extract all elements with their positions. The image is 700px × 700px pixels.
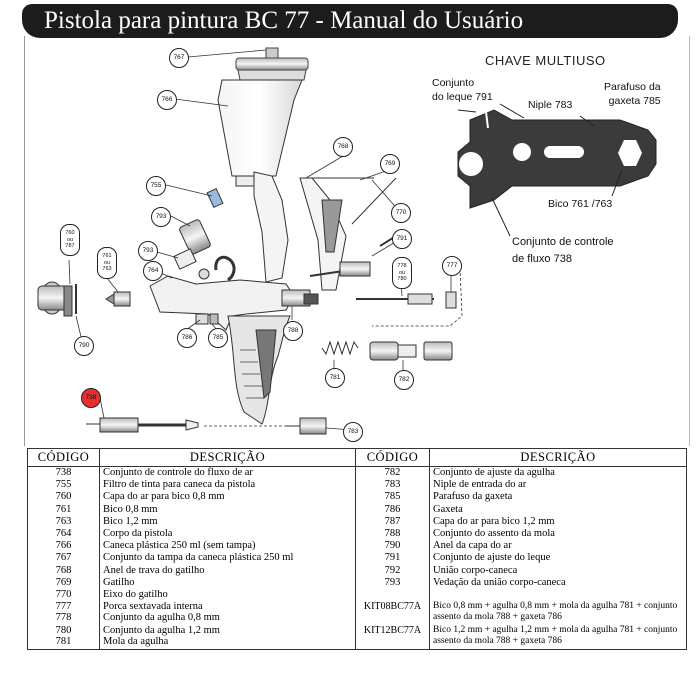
table-row [28, 625, 687, 650]
part-description: Conjunto de ajuste da agulha [430, 467, 687, 480]
part-code: 785 [356, 491, 430, 503]
part-code: 764 [28, 528, 100, 540]
part-code: 738 [28, 467, 100, 480]
part-code: 788 [356, 528, 430, 540]
part-code-line: 780 [55, 625, 72, 637]
column-header-code: CÓDIGO [28, 449, 100, 467]
part-code: 783 [356, 479, 430, 491]
part-code: 760 [28, 491, 100, 503]
part-code: 766 [28, 540, 100, 552]
part-description: Vedação da união corpo-caneca [430, 577, 687, 589]
part-code [28, 601, 100, 625]
callout-738: 738 [81, 388, 101, 408]
callout-760: 760 ou 787 [60, 224, 80, 256]
part-description: Caneca plástica 250 ml (sem tampa) [100, 540, 356, 552]
part-code: 790 [356, 540, 430, 552]
callout-781: 781 [325, 368, 345, 388]
part-description: Anel de trava do gatilho [100, 565, 356, 577]
part-description: Conjunto do assento da mola [430, 528, 687, 540]
table-row [28, 540, 687, 552]
callout-785: 785 [208, 328, 228, 348]
table-header-row [28, 449, 687, 467]
table-row [28, 528, 687, 540]
part-code: 769 [28, 577, 100, 589]
tool-label-leque: Conjunto do leque 791 [432, 77, 493, 103]
callout-768: 768 [333, 137, 353, 157]
part-code-line: 781 [55, 636, 72, 648]
tool-label-bico: Bico 761 /763 [548, 198, 613, 210]
part-code-line: 778 [55, 612, 72, 624]
tool-label-niple: Niple 783 [528, 99, 573, 111]
cup-union-792-793 [174, 219, 211, 269]
part-description: Capa do ar para bico 0,8 mm [100, 491, 356, 503]
part-description: Eixo do gatilho [100, 589, 356, 601]
part-code: 763 [28, 516, 100, 528]
spring-seat-788 [282, 290, 318, 306]
parts-table [27, 448, 687, 650]
table-row [28, 504, 687, 516]
part-description-line: Porca sextavada interna [103, 601, 203, 613]
callout-793b: 793 [138, 241, 158, 261]
column-header-code: CÓDIGO [356, 449, 430, 467]
table-row [28, 601, 687, 625]
part-description: Parafuso da gaxeta [430, 491, 687, 503]
table-row [28, 467, 687, 480]
table-row [28, 589, 687, 601]
part-description: União corpo-caneca [430, 565, 687, 577]
part-description: Conjunto de controle do fluxo de ar [100, 467, 356, 480]
part-description: Corpo da pistola [100, 528, 356, 540]
tool-label-controle: Conjunto de controle de fluxo 738 [512, 236, 614, 265]
part-code: 761 [28, 504, 100, 516]
part-code: 768 [28, 565, 100, 577]
tool-title: CHAVE MULTIUSO [485, 53, 606, 68]
parts-table-body [28, 467, 687, 650]
part-description: Bico 0,8 mm [100, 504, 356, 516]
callout-791: 791 [392, 229, 412, 249]
front-parts-790-760-761 [38, 282, 130, 316]
callout-782: 782 [394, 370, 414, 390]
table-row [28, 516, 687, 528]
kit-code: KIT12BC77A [356, 625, 430, 650]
callout-786: 786 [177, 328, 197, 348]
part-code [28, 625, 100, 650]
part-description: Conjunto da tampa da caneca plástica 250 ml [100, 552, 356, 564]
fan-adjust-791 [352, 178, 396, 246]
part-description: Gatilho [100, 577, 356, 589]
part-description-line: Conjunto da agulha 1,2 mm [103, 625, 220, 637]
callout-769: 769 [380, 154, 400, 174]
tool-label-parafuso: Parafuso da gaxeta 785 [604, 81, 661, 107]
part-description-line: Conjunto da agulha 0,8 mm [103, 612, 220, 624]
part-code: 792 [356, 565, 430, 577]
part-code: 767 [28, 552, 100, 564]
column-header-description: DESCRIÇÃO [430, 449, 687, 467]
part-code: 755 [28, 479, 100, 491]
kit-description: Bico 1,2 mm + agulha 1,2 mm + mola da agulha 781 + conjunto assento da mola 788 + gaxeta 786 [430, 625, 687, 650]
part-description: Gaxeta [430, 504, 687, 516]
part-code: 782 [356, 467, 430, 480]
spring-781-adjust-782 [322, 342, 452, 360]
callout-783: 783 [343, 422, 363, 442]
callout-777: 777 [442, 256, 462, 276]
part-description: Anel da capa do ar [430, 540, 687, 552]
table-row [28, 479, 687, 491]
callout-778: 778 ou 780 [392, 257, 412, 289]
air-nipple-783 [286, 418, 326, 434]
part-description [100, 625, 356, 650]
table-row [28, 552, 687, 564]
multi-tool [458, 104, 656, 236]
callout-793: 793 [151, 207, 171, 227]
table-row [28, 577, 687, 589]
part-code: 787 [356, 516, 430, 528]
part-description [430, 589, 687, 601]
table-row [28, 565, 687, 577]
kit-code: KIT08BC77A [356, 601, 430, 625]
paint-cup-766 [218, 80, 302, 186]
part-code: 770 [28, 589, 100, 601]
part-description: Capa do ar para bico 1,2 mm [430, 516, 687, 528]
callout-761: 761 ou 763 [97, 247, 117, 279]
column-header-description: DESCRIÇÃO [100, 449, 356, 467]
callout-770: 770 [391, 203, 411, 223]
part-code-line: 777 [55, 601, 72, 613]
part-code: 791 [356, 552, 430, 564]
kit-description: Bico 0,8 mm + agulha 0,8 mm + mola da agulha 781 + conjunto assento da mola 788 + gaxeta 786 [430, 601, 687, 625]
callout-766: 766 [157, 90, 177, 110]
callout-764: 764 [143, 261, 163, 281]
table-row [28, 491, 687, 503]
part-description [100, 601, 356, 625]
part-code: 786 [356, 504, 430, 516]
callout-790: 790 [74, 336, 94, 356]
cup-lid-767 [236, 48, 308, 80]
part-description: Bico 1,2 mm [100, 516, 356, 528]
air-control-738 [86, 418, 198, 432]
callout-788: 788 [283, 321, 303, 341]
callout-767: 767 [169, 48, 189, 68]
part-description-line: Mola da agulha [103, 636, 169, 648]
part-code: 793 [356, 577, 430, 589]
part-description: Conjunto de ajuste do leque [430, 552, 687, 564]
part-code [356, 589, 430, 601]
callout-755: 755 [146, 176, 166, 196]
page-title: Pistola para pintura BC 77 - Manual do Usuário [22, 4, 678, 38]
part-785-786 [196, 314, 218, 324]
filter-755 [207, 189, 223, 208]
part-description: Filtro de tinta para caneca da pistola [100, 479, 356, 491]
part-description: Niple de entrada do ar [430, 479, 687, 491]
